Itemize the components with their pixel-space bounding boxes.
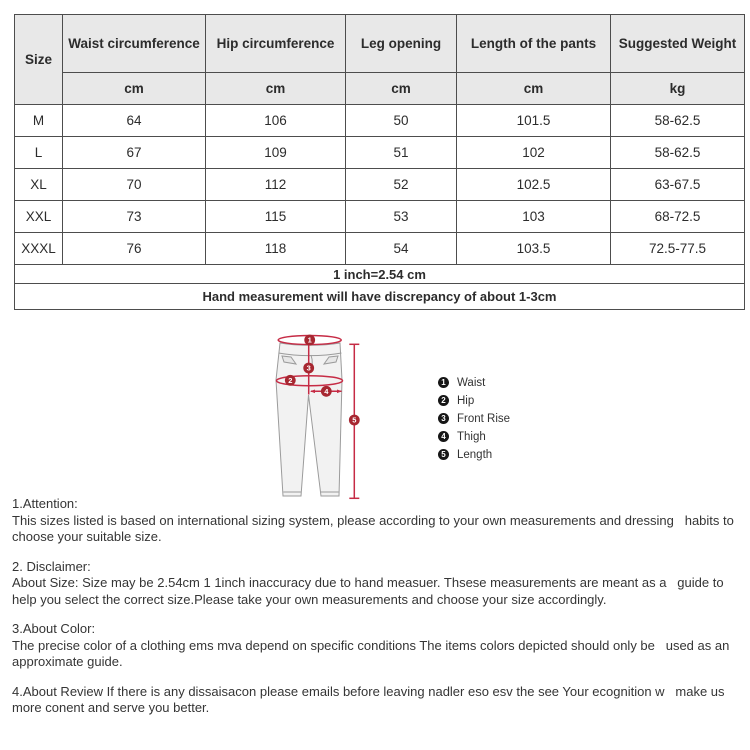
col-header-size: Size <box>15 15 63 105</box>
col-header-length: Length of the pants <box>457 15 611 73</box>
cell-length: 101.5 <box>457 105 611 137</box>
marker-3-number: 3 <box>306 363 311 373</box>
cell-length: 103.5 <box>457 233 611 265</box>
table-units-row <box>15 73 745 105</box>
table-row <box>15 105 745 137</box>
cell-length: 103 <box>457 201 611 233</box>
cell-weight: 63-67.5 <box>611 169 745 201</box>
cell-waist: 64 <box>63 105 206 137</box>
legend-bullet-3-icon: 3 <box>438 413 449 424</box>
col-header-waist: Waist circumference <box>63 15 206 73</box>
cell-length: 102.5 <box>457 169 611 201</box>
note-disclaimer-heading: 2. Disclaimer: <box>12 558 91 574</box>
legend-label-hip: Hip <box>457 394 475 407</box>
note-disclaimer <box>12 559 740 609</box>
note-about-review-body: 4.About Review If there is any dissaisacon please emails before leaving nadler eso esv the see Your ecognition w make us more conent and serve you better. <box>12 683 729 715</box>
legend-bullet-4-icon: 4 <box>438 431 449 442</box>
legend-item-waist <box>438 377 510 388</box>
footnote-inch-text: 1 inch=2.54 cm <box>15 265 745 284</box>
cell-leg-opening: 51 <box>346 137 457 169</box>
table-row <box>15 137 745 169</box>
cell-hip: 118 <box>206 233 346 265</box>
size-label: XXXL <box>15 233 63 265</box>
cell-waist: 70 <box>63 169 206 201</box>
legend-item-thigh <box>438 431 510 442</box>
note-about-color <box>12 621 740 671</box>
cell-hip: 115 <box>206 201 346 233</box>
cell-waist: 73 <box>63 201 206 233</box>
col-header-leg-opening: Leg opening <box>346 15 457 73</box>
marker-5-number: 5 <box>352 415 357 425</box>
table-row <box>15 233 745 265</box>
cell-waist: 67 <box>63 137 206 169</box>
cell-leg-opening: 54 <box>346 233 457 265</box>
measurement-legend <box>438 377 510 460</box>
note-about-color-heading: 3.About Color: <box>12 621 96 636</box>
cell-hip: 109 <box>206 137 346 169</box>
unit-hip: cm <box>206 73 346 105</box>
legend-label-thigh: Thigh <box>457 430 486 443</box>
legend-item-front-rise <box>438 413 510 424</box>
size-label: XXL <box>15 201 63 233</box>
table-row <box>15 169 745 201</box>
unit-waist: cm <box>63 73 206 105</box>
note-attention-heading: 1.Attention: <box>12 496 78 511</box>
notes-section <box>12 496 740 730</box>
cell-weight: 58-62.5 <box>611 105 745 137</box>
table-footnote-inch <box>15 265 745 284</box>
table-footnote-discrepancy <box>15 284 745 310</box>
unit-leg-opening: cm <box>346 73 457 105</box>
table-header-row <box>15 15 745 73</box>
marker-1-number: 1 <box>307 335 312 345</box>
note-disclaimer-body: About Size: Size may be 2.54cm 1 1inch inaccuracy due to hand measuer. Thsese measurements are meant as a guide to help you select the correct size.Please take your own measurements and choose your size accordingly. <box>12 575 728 607</box>
cell-hip: 106 <box>206 105 346 137</box>
note-about-color-body: The precise color of a clothing ems mva depend on specific conditions The items colors depicted should only be used as an approximate guide. <box>12 637 733 669</box>
size-chart-table <box>14 14 745 310</box>
cell-leg-opening: 50 <box>346 105 457 137</box>
cell-leg-opening: 53 <box>346 201 457 233</box>
note-attention <box>12 496 740 546</box>
cell-hip: 112 <box>206 169 346 201</box>
col-header-weight: Suggested Weight <box>611 15 745 73</box>
legend-item-length <box>438 449 510 460</box>
legend-label-waist: Waist <box>457 376 486 389</box>
legend-label-front-rise: Front Rise <box>457 412 511 425</box>
footnote-discrepancy-text: Hand measurement will have discrepancy of about 1-3cm <box>15 284 745 310</box>
size-label: M <box>15 105 63 137</box>
marker-4-number: 4 <box>324 386 329 396</box>
cell-length: 102 <box>457 137 611 169</box>
legend-bullet-1-icon: 1 <box>438 377 449 388</box>
cell-weight: 72.5-77.5 <box>611 233 745 265</box>
legend-label-length: Length <box>457 448 493 461</box>
size-label: XL <box>15 169 63 201</box>
col-header-hip: Hip circumference <box>206 15 346 73</box>
cell-weight: 58-62.5 <box>611 137 745 169</box>
note-about-review <box>12 684 740 717</box>
cell-weight: 68-72.5 <box>611 201 745 233</box>
table-row <box>15 201 745 233</box>
cell-leg-opening: 52 <box>346 169 457 201</box>
note-attention-body: This sizes listed is based on international sizing system, please according to your own measurements and dressing habits to choose your suitable size. <box>12 512 738 544</box>
legend-bullet-2-icon: 2 <box>438 395 449 406</box>
pants-measurement-diagram <box>268 332 372 504</box>
legend-item-hip <box>438 395 510 406</box>
unit-weight: kg <box>611 73 745 105</box>
unit-length: cm <box>457 73 611 105</box>
size-label: L <box>15 137 63 169</box>
marker-2-number: 2 <box>288 375 293 385</box>
legend-bullet-5-icon: 5 <box>438 449 449 460</box>
cell-waist: 76 <box>63 233 206 265</box>
